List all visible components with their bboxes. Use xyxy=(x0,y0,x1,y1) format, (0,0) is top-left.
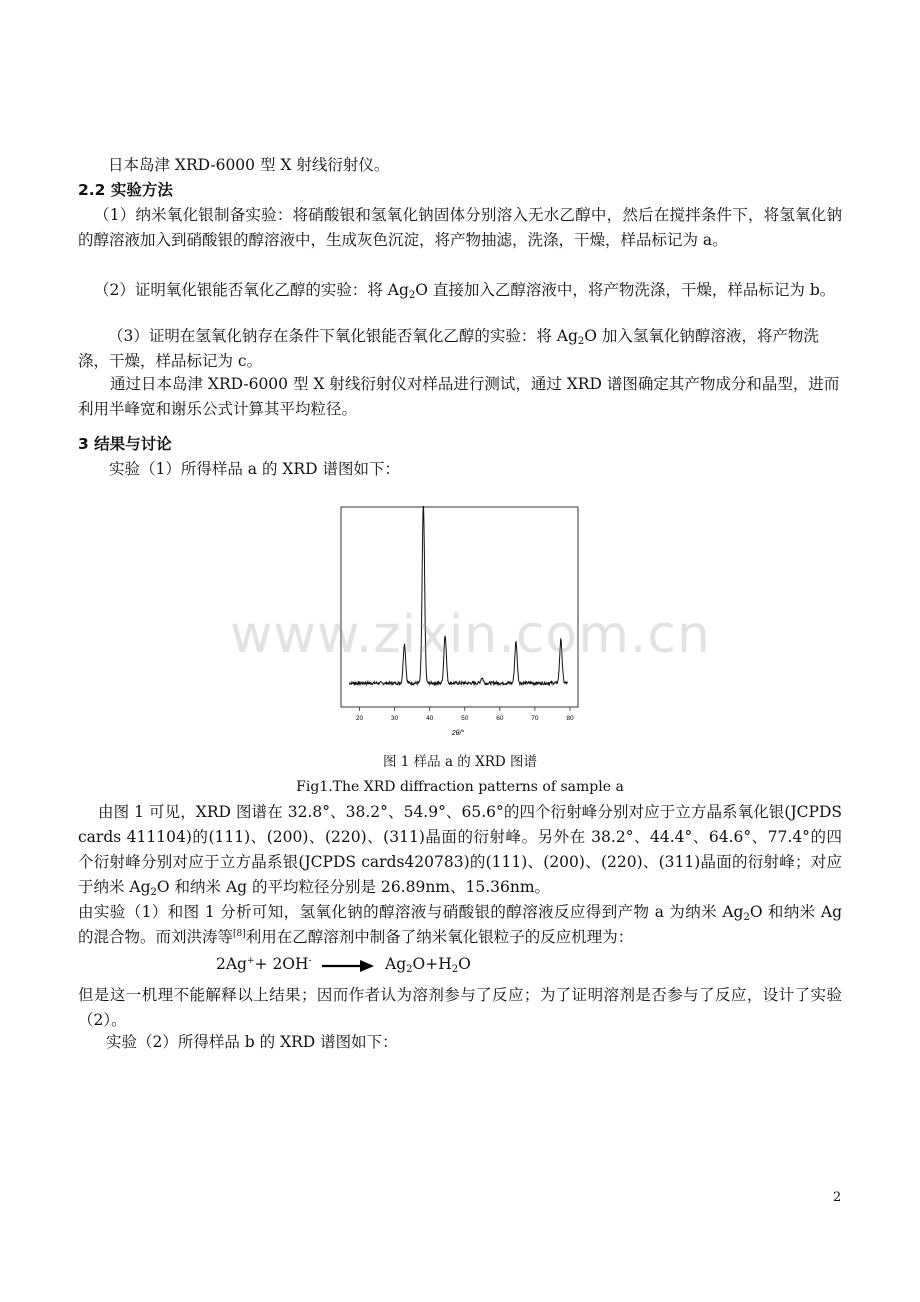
reaction-rhs: $Ag_2O+H_2O$ xyxy=(385,955,471,975)
instrument-line: 日本岛津 XRD-6000 型 X 射线衍射仪。 xyxy=(108,156,390,174)
x-tick-label: 60 xyxy=(496,715,504,722)
paragraph-exp3: （3）证明在氢氧化钠存在条件下氧化银能否氧化乙醇的实验：将 $Ag_2O$ 加入氢氧化钠醇溶液，将产物洗涤，干燥，样品标记为 c。 xyxy=(78,327,819,370)
intro-sample-b: 实验（2）所得样品 b 的 XRD 谱图如下： xyxy=(106,1033,398,1051)
reaction-arrow-icon xyxy=(322,958,374,974)
paragraph-discussion-1: 由图 1 可见，XRD 图谱在 32.8°、38.2°、54.9°、65.6°的四个衍射峰分别对应于立方晶系氧化银(JCPDS cards 411104)的(111)、(200)、(220)、(311)晶面的衍射峰。另外在 38.2°、44.4°、64.6°、77.4°的四个衍射峰分别对应于立方晶系银(JCPDS cards420783)的(111)、(200)、(220)、(311)晶面的衍射峰；对应于纳米 $Ag_2O$ 和纳米 Ag 的平均粒径分别是 26.89nm、15.36nm。 xyxy=(78,803,842,898)
paragraph-exp1: （1）纳米氧化银制备实验：将硝酸银和氢氧化钠固体分别溶入无水乙醇中，然后在搅拌条件下，将氢氧化钠的醇溶液加入到硝酸银的醇溶液中，生成灰色沉淀，将产物抽滤，洗涤，干燥，样品标记为 a。 xyxy=(78,206,842,249)
figure-caption-en: Fig1.The XRD diffraction patterns of sample a xyxy=(296,779,624,795)
figure-caption-cn: 图 1 样品 a 的 XRD 图谱 xyxy=(383,754,537,770)
intro-sample-a: 实验（1）所得样品 a 的 XRD 谱图如下： xyxy=(109,460,400,478)
watermark: www.zixin.com.cn xyxy=(230,605,711,665)
paragraph-discussion-3: 但是这一机理不能解释以上结果；因而作者认为溶剂参与了反应；为了证明溶剂是否参与了反应，设计了实验（2）。 xyxy=(78,986,842,1029)
paragraph-exp2: （2）证明氧化银能否氧化乙醇的实验：将 $Ag_2O$ 直接加入乙醇溶液中，将产物洗涤，干燥，样品标记为 b。 xyxy=(94,281,836,301)
section-heading-3: 3 结果与讨论 xyxy=(78,435,172,453)
reaction-lhs: 2Ag++ 2OH- xyxy=(216,955,312,973)
x-axis-label: 2θ/° xyxy=(451,730,465,737)
x-tick-label: 80 xyxy=(566,715,574,722)
x-tick-label: 50 xyxy=(461,715,469,722)
paragraph-test: 通过日本岛津 XRD-6000 型 X 射线衍射仪对样品进行测试，通过 XRD 谱图确定其产物成分和晶型，进而利用半峰宽和谢乐公式计算其平均粒径。 xyxy=(78,375,840,418)
x-tick-label: 30 xyxy=(390,715,399,722)
x-tick-label: 20 xyxy=(355,715,364,722)
paragraph-discussion-2: 由实验（1）和图 1 分析可知，氢氧化钠的醇溶液与硝酸银的醇溶液反应得到产物 a 为纳米 $Ag_2O$ 和纳米 Ag 的混合物。而刘洪涛等[8]利用在乙醇溶剂中制备了纳米氧化银粒子的反应机理为： xyxy=(78,903,842,946)
x-tick-label: 70 xyxy=(531,715,539,722)
x-tick-label: 40 xyxy=(426,715,434,722)
page-number: 2 xyxy=(833,1190,842,1205)
section-heading-2-2: 2.2 实验方法 xyxy=(78,181,173,199)
